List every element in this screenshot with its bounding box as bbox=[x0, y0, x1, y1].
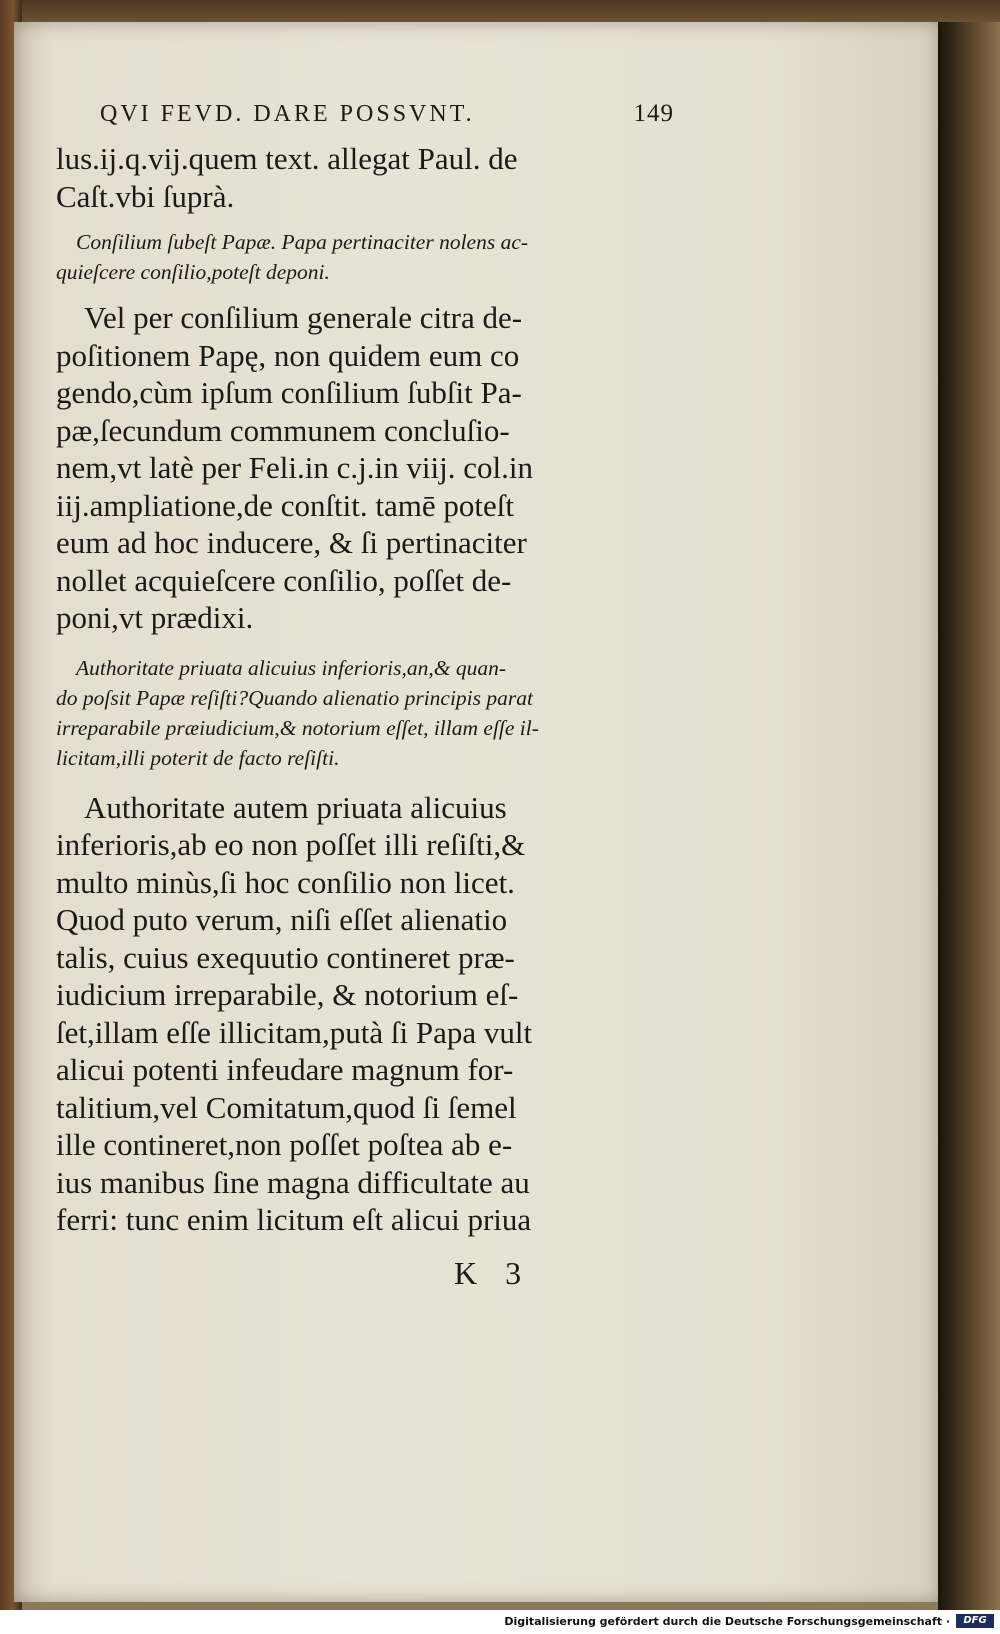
running-header bbox=[100, 100, 674, 140]
text-line: lus.ij.q.vij.quem text. allegat Paul. de bbox=[56, 141, 518, 176]
gloss-line: irreparabile præiudicium,& notorium eſſet, illam eſſe il- bbox=[56, 715, 539, 740]
text-line: Authoritate autem priuata alicuius bbox=[84, 789, 507, 825]
text-line: Caſt.vbi ſuprà. bbox=[56, 178, 235, 214]
text-line: iudicium irreparabile, & notorium eſ- bbox=[56, 977, 519, 1012]
dfg-logo: DFG bbox=[956, 1614, 994, 1628]
gloss-line: Authoritate priuata alicuius inferioris,an,& quan- bbox=[76, 655, 506, 680]
page-number: 149 bbox=[633, 100, 674, 127]
text-line: gendo,cùm ipſum conſilium ſubſit Pa- bbox=[56, 375, 522, 410]
text-line: nollet acquieſcere conſilio, poſſet de- bbox=[56, 562, 512, 598]
text-line: poni,vt prædixi. bbox=[56, 600, 254, 635]
gloss-line: quieſcere conſilio,poteſt deponi. bbox=[56, 260, 330, 284]
signature-mark: K 3 bbox=[454, 1255, 532, 1291]
text-line: ſet,illam eſſe illicitam,putà ſi Papa vult bbox=[56, 1014, 533, 1050]
text-line: iij.ampliatione,de conſtit. tamē poteſt bbox=[56, 487, 514, 523]
gloss-line: do poſsit Papæ reſiſti?Quando alienatio principis parat bbox=[56, 685, 533, 710]
gloss-line: licitam,illi poterit de facto reſiſti. bbox=[56, 745, 340, 770]
paragraph-3 bbox=[56, 789, 636, 1239]
text-line: multo minùs,ſi hoc conſilio non licet. bbox=[56, 864, 515, 900]
binding-right-edge bbox=[938, 22, 1000, 1610]
funding-credit: Digitalisierung gefördert durch die Deutsche Forschungsgemeinschaft · bbox=[504, 1615, 950, 1628]
running-title: QVI FEVD. DARE POSSVNT. bbox=[100, 101, 475, 127]
scan-top-edge bbox=[0, 0, 1000, 24]
paragraph-2 bbox=[56, 299, 636, 637]
paragraph-1 bbox=[56, 140, 636, 215]
marginal-gloss-1 bbox=[56, 227, 636, 287]
text-line: eum ad hoc inducere, & ſi pertinaciter bbox=[56, 525, 527, 560]
text-line: pæ,ſecundum communem concluſio- bbox=[56, 412, 510, 448]
text-line: talitium,vel Comitatum,quod ſi ſemel bbox=[56, 1089, 517, 1125]
text-line: nem,vt latè per Feli.in c.j.in viij. col.in bbox=[56, 450, 533, 485]
text-line: inferioris,ab eo non poſſet illi reſiſti,& bbox=[56, 827, 526, 862]
marginal-gloss-2 bbox=[56, 653, 636, 773]
page-text bbox=[56, 100, 674, 1239]
gloss-line: Conſilium ſubeſt Papæ. Papa pertinaciter nolens ac- bbox=[76, 230, 529, 254]
text-line: poſitionem Papę, non quidem eum co bbox=[56, 337, 520, 373]
text-line: ferri: tunc enim licitum eſt alicui priua bbox=[56, 1202, 532, 1237]
text-line: Vel per conſilium generale citra de- bbox=[84, 300, 523, 335]
text-line: ille contineret,non poſſet poſtea ab e- bbox=[56, 1127, 513, 1162]
text-line: Quod puto verum, niſi eſſet alienatio bbox=[56, 902, 508, 937]
text-line: ius manibus ſine magna difficultate au bbox=[56, 1164, 530, 1200]
text-line: alicui potenti infeudare magnum for- bbox=[56, 1052, 514, 1087]
digitization-footer bbox=[0, 1610, 1000, 1634]
text-line: talis, cuius exequutio contineret præ- bbox=[56, 939, 515, 975]
